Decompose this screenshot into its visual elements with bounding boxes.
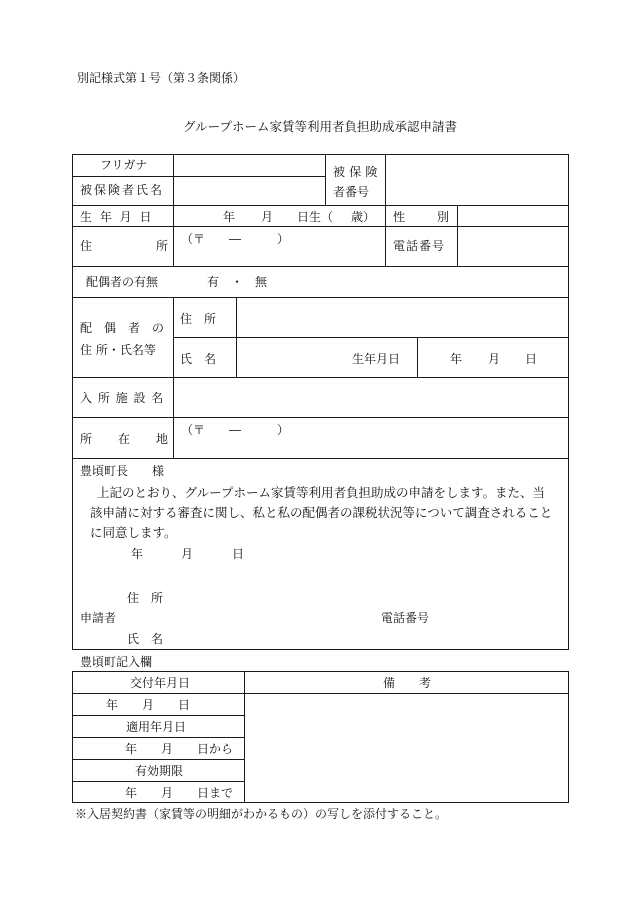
issue-date-label: 交付年月日 [130, 676, 191, 690]
facility-location-label: 所 [80, 432, 93, 446]
furigana-field[interactable] [175, 156, 323, 174]
remarks-field[interactable] [246, 695, 567, 801]
declaration-date-year: 年 [131, 547, 144, 561]
address-label: 住 [80, 239, 93, 253]
office-section-title: 豊頃町記入欄 [80, 655, 153, 669]
has-spouse-label: 配偶者の有無 [86, 275, 159, 289]
phone-label: 電話番号 [393, 239, 446, 253]
spouse-address-label: 住 所 [180, 312, 217, 326]
footer-note: ※入居契約書（家賃等の明細がわかるもの）の写しを添付すること。 [75, 807, 448, 821]
insured-name-label: 被保険者氏名 [80, 183, 165, 197]
has-spouse-value[interactable]: 有 ・ 無 [207, 275, 268, 289]
gender-field[interactable] [459, 207, 567, 225]
spouse-birthdate-day: 日 [525, 352, 538, 366]
insured-number-label-2: 者番号 [333, 185, 370, 199]
addressee: 豊頃町長 様 [80, 464, 165, 478]
applicant-address-label: 住 所 [127, 591, 164, 605]
valid-period-label: 有効期限 [135, 764, 184, 778]
spouse-info-label: 配 偶 者 の [80, 321, 165, 335]
declaration-line-1: 上記のとおり、グループホーム家賃等利用者負担助成の申請をします。また、当 [97, 485, 546, 500]
apply-date-value: 年 月 日から [125, 742, 234, 756]
applicant-name-label: 氏 名 [127, 632, 164, 646]
insured-name-field[interactable] [175, 178, 323, 204]
spouse-address-field[interactable] [238, 299, 567, 336]
birthdate-year: 年 [223, 210, 236, 224]
phone-field[interactable] [459, 228, 567, 265]
birthdate-age: 歳） [351, 210, 376, 224]
spouse-birthdate-label: 生年月日 [352, 352, 401, 366]
facility-location-label-2: 在 [118, 432, 131, 446]
spouse-name-field[interactable] [238, 339, 348, 376]
declaration-date-day: 日 [232, 547, 245, 561]
facility-name-field[interactable] [175, 379, 567, 416]
facility-location-postal: （〒 ― ） [181, 423, 290, 437]
gender-label-2: 別 [437, 210, 450, 224]
valid-period-value: 年 月 日まで [125, 786, 234, 800]
birthdate-month: 月 [261, 210, 274, 224]
spouse-info-label-2: 住 所・氏名等 [80, 343, 156, 357]
applicant-label: 申請者 [80, 611, 117, 625]
issue-date-value: 年 月 日 [106, 698, 191, 712]
birthdate-label: 生 年 月 日 [80, 210, 154, 224]
spouse-name-label: 氏 名 [180, 352, 217, 366]
spouse-birthdate-month: 月 [488, 352, 501, 366]
address-label-2: 所 [156, 239, 169, 253]
declaration-date-month: 月 [181, 547, 194, 561]
gender-label: 性 [393, 210, 406, 224]
form-number: 別記様式第１号（第３条関係） [77, 71, 246, 85]
declaration-line-3: に同意します。 [90, 525, 177, 540]
insured-number-field[interactable] [387, 156, 567, 204]
furigana-label: フリガナ [100, 158, 148, 172]
facility-name-label: 入 所 施 設 名 [80, 391, 165, 405]
birthdate-day: 日生（ [297, 210, 334, 224]
page-title: グループホーム家賃等利用者負担助成承認申請書 [183, 119, 458, 134]
declaration-line-2: 該申請に対する審査に関し、私と私の配偶者の課税状況等について調査されること [90, 505, 553, 520]
insured-number-label: 被保険 [333, 165, 382, 179]
spouse-birthdate-year: 年 [450, 352, 463, 366]
remarks-label: 備 考 [383, 676, 432, 690]
address-postal: （〒 ― ） [181, 232, 290, 246]
facility-location-label-3: 地 [156, 432, 169, 446]
apply-date-label: 適用年月日 [126, 720, 187, 734]
applicant-phone-label: 電話番号 [381, 611, 430, 625]
